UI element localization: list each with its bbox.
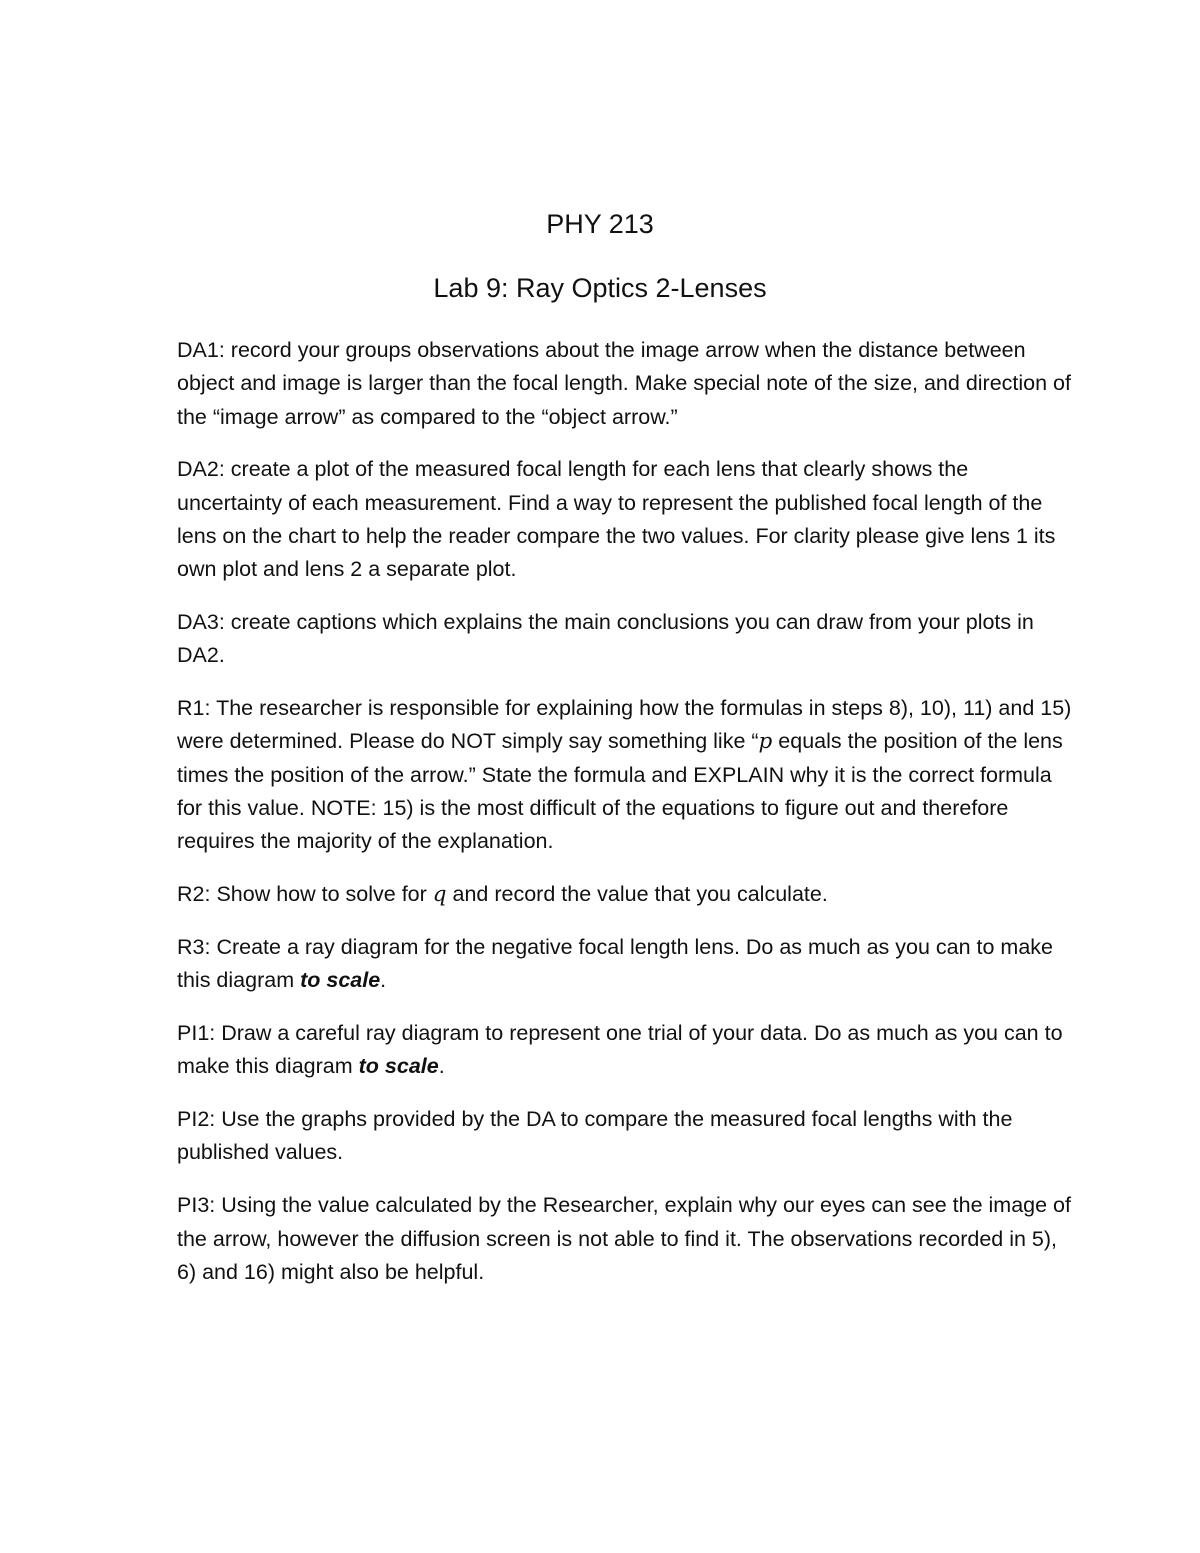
item-tag: DA1: (177, 338, 225, 362)
emphasis-to-scale: to scale (358, 1054, 439, 1079)
item-tag: R1: (177, 696, 211, 721)
item-text-cont: . (380, 968, 387, 993)
course-title: PHY 213 (546, 209, 654, 239)
lab-title: Lab 9: Ray Optics 2-Lenses (433, 273, 767, 303)
item-text: create a plot of the measured focal length for each lens that clearly shows the uncertainty of each measurement. Find a way to represent the published focal length of the lens on the chart to help the reader compare the two values. For clarity please give lens 1 its own plot and lens 2 a separate plot. (177, 457, 1056, 582)
item-tag: DA2: (177, 457, 225, 482)
item-da2 (177, 453, 1072, 586)
item-text: create captions which explains the main conclusions you can draw from your plots in DA2. (177, 610, 1034, 668)
item-da1 (177, 334, 1072, 434)
item-r2 (177, 878, 1072, 911)
item-text: Draw a careful ray diagram to represent one trial of your data. Do as much as you can to make this diagram (177, 1021, 1063, 1079)
item-tag: PI1: (177, 1021, 216, 1046)
item-tag: R2: (177, 882, 211, 907)
item-text: Create a ray diagram for the negative focal length lens. Do as much as you can to make this diagram (177, 934, 1054, 993)
item-text-cont: and record the value that you calculate. (446, 882, 828, 907)
item-pi2 (177, 1103, 1072, 1170)
item-text-cont: . (438, 1054, 445, 1079)
item-text: Use the graphs provided by the DA to compare the measured focal lengths with the published values. (177, 1107, 1013, 1165)
item-tag: PI2: (177, 1107, 216, 1132)
item-text-cont: equals the position of the lens times the position of the arrow.” State the formula and EXPLAIN why it is the correct formula for this value. NOTE: 15) is the most difficult of the equations to figure out and therefore requires the majority of the explanation. (177, 729, 1063, 854)
assignment-list (177, 334, 1072, 1309)
item-r1 (177, 692, 1072, 858)
item-text: record your groups observations about the image arrow when the distance between object and image is larger than the focal length. Make special note of the size, and direction of the “image arrow” as compared to the “object arrow.” (177, 338, 1071, 429)
math-variable-q: q (432, 882, 447, 908)
item-tag: PI3: (177, 1193, 216, 1218)
emphasis-to-scale: to scale (300, 968, 381, 993)
item-pi1 (177, 1017, 1072, 1084)
item-text: The researcher is responsible for explaining how the formulas in steps 8), 10), 11) and 15) were determined. Please do NOT simply say something like “ (177, 696, 1072, 754)
item-text: Show how to solve for (216, 882, 433, 907)
item-r3 (177, 931, 1072, 998)
item-pi3 (177, 1189, 1072, 1289)
item-da3 (177, 606, 1072, 673)
item-tag: R3: (177, 934, 211, 959)
item-tag: DA3: (177, 610, 225, 635)
math-variable-p: p (758, 729, 773, 755)
item-text: Using the value calculated by the Researcher, explain why our eyes can see the image of the arrow, however the diffusion screen is not able to find it. The observations recorded in 5), 6) and 16) might also be helpful. (177, 1193, 1071, 1284)
